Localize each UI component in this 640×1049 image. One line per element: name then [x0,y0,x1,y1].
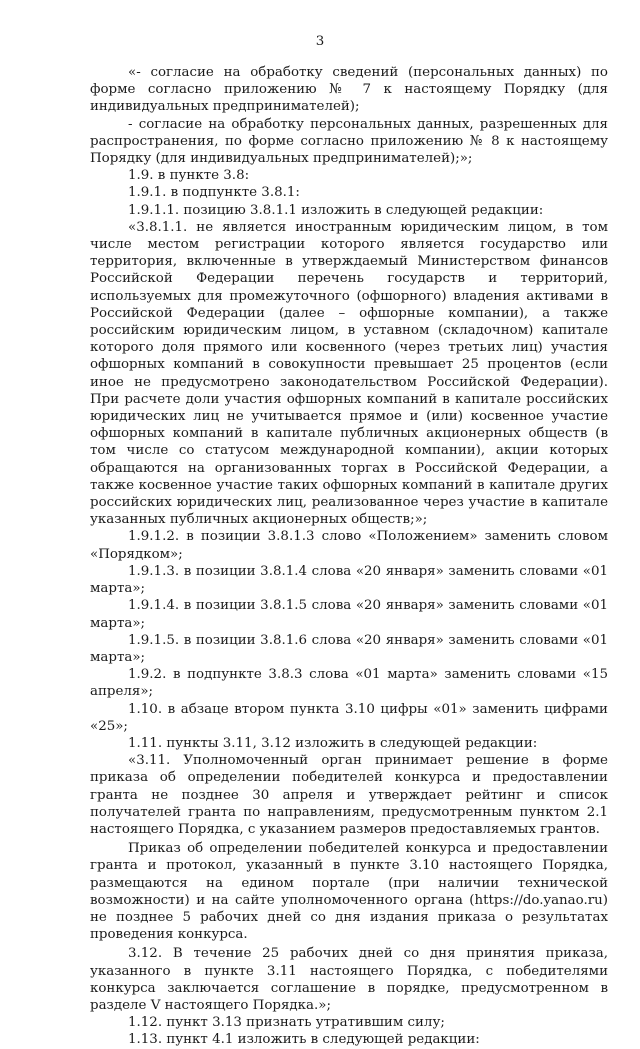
document-body [90,64,608,1049]
paragraph-1-9-1-5: 1.9.1.5. в позиции 3.8.1.6 слова «20 января» заменить словами «01 марта»; [90,632,608,665]
paragraph-1-9-1: 1.9.1. в подпункте 3.8.1: [128,185,300,201]
paragraph-3-11: «3.11. Уполномоченный орган принимает решение в форме приказа об определении победителей конкурса и предоставлении гранта не позднее 30 апреля и утверждает рейтинг и список получателей гранта по направлениям, предусмотренным пунктом 2.1 настоящего Порядка, с указанием размеров предоставляемых грантов. [90,753,608,837]
paragraph-1-13: 1.13. пункт 4.1 изложить в следующей редакции: [128,1032,480,1048]
paragraph-order-publication: Приказ об определении победителей конкурса и предоставлении гранта и протокол, указанный в пункте 3.10 настоящего Порядка, размещаются на едином портале (при наличии технической возможности) и на сайте уполномоченного органа (https://do.yanao.ru) не позднее 5 рабочих дней со дня издания приказа о результатах проведения конкурса. [90,841,608,943]
paragraph-1-9-1-4: 1.9.1.4. в позиции 3.8.1.5 слова «20 января» заменить словами «01 марта»; [90,598,608,631]
paragraph-1-10: 1.10. в абзаце втором пункта 3.10 цифры «01» заменить цифрами «25»; [90,701,608,734]
paragraph-3-12: 3.12. В течение 25 рабочих дней со дня принятия приказа, указанного в пункте 3.11 настоящего Порядка, с победителями конкурса заключается соглашение в порядке, предусмотренном в разделе V настоящего Порядка.»; [90,946,608,1013]
paragraph-1-12: 1.12. пункт 3.13 признать утратившим силу; [128,1015,445,1031]
paragraph-3-8-1-1: «3.8.1.1. не является иностранным юридическим лицом, в том числе местом регистрации которого является государство или территория, включенные в утверждаемый Министерством финансов Российской Федерации перечень государств и территорий, используемых для промежуточного (офшорного) владения активами в Российской Федерации (далее – офшорные компании), а также российским юридическим лицом, в уставном (складочном) капитале которого доля прямого или косвенного (через третьих лиц) участия офшорных компаний в совокупности превышает 25 процентов (если иное не предусмотрено законодательством Российской Федерации). При расчете доли участия офшорных компаний в капитале российских юридических лиц не учитывается прямое и (или) косвенное участие офшорных компаний в капитале публичных акционерных обществ (в том числе со статусом международной компании), акции которых обращаются на организованных торгах в Российской Федерации, а также косвенное участие таких офшорных компаний в капитале других российских юридических лиц, реализованное через участие в капитале указанных публичных акционерных обществ;»; [90,219,608,528]
paragraph-consent-personal-data: «- согласие на обработку сведений (персональных данных) по форме согласно приложению № 7 к настоящему Порядку (для индивидуальных предпринимателей); [90,65,608,115]
paragraph-consent-distribution: - согласие на обработку персональных данных, разрешенных для распространения, по форме согласно приложению № 8 к настоящему Порядку (для индивидуальных предпринимателей);»; [90,116,608,167]
paragraph-1-9-1-3: 1.9.1.3. в позиции 3.8.1.4 слова «20 января» заменить словами «01 марта»; [90,563,608,597]
paragraph-1-9-1-1: 1.9.1.1. позицию 3.8.1.1 изложить в следующей редакции: [128,202,544,218]
paragraph-1-9-1-2: 1.9.1.2. в позиции 3.8.1.3 слово «Положением» заменить словом «Порядком»; [90,529,608,562]
paragraph-1-11: 1.11. пункты 3.11, 3.12 изложить в следующей редакции: [128,735,538,751]
paragraph-1-9: 1.9. в пункте 3.8: [128,168,250,184]
page-number: 3 [315,34,325,49]
paragraph-1-9-2: 1.9.2. в подпункте 3.8.3 слова «01 марта» заменить словами «15 апреля»; [90,667,608,700]
